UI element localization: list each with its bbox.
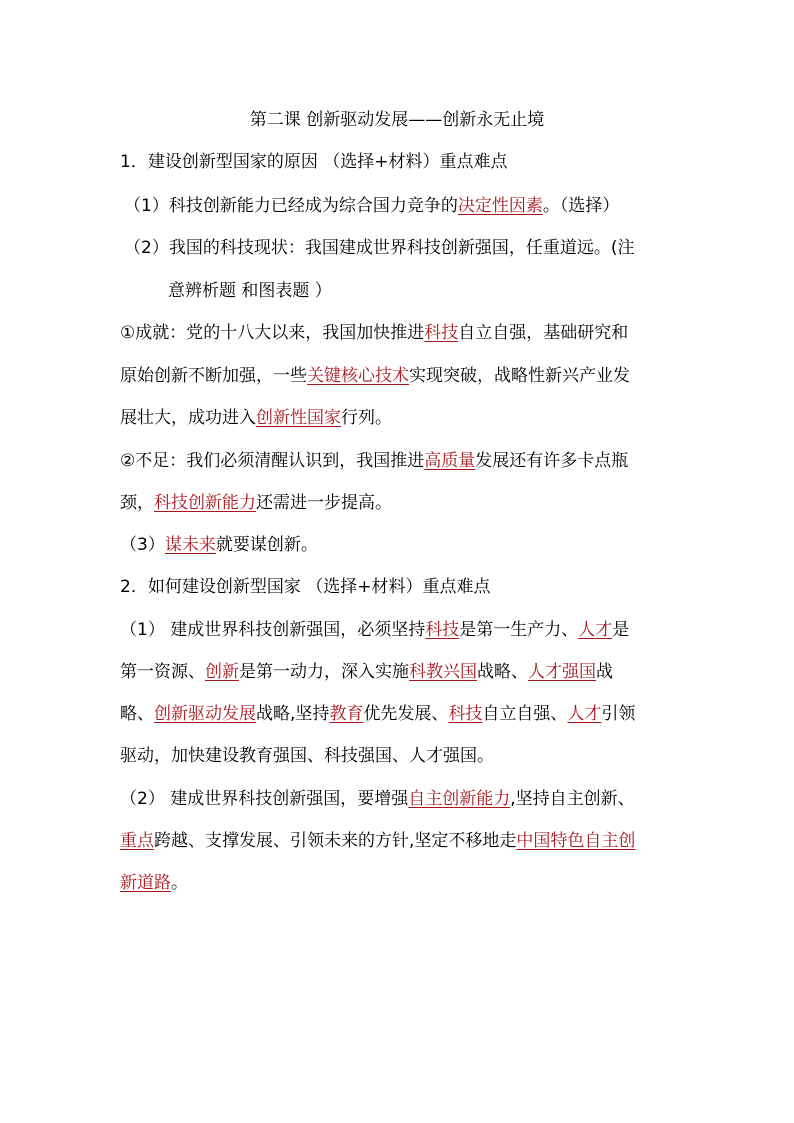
text-segment: 自立自强，基础研究和 <box>458 323 629 343</box>
text-line <box>120 871 188 895</box>
text-segment: 发展还有许多卡点瓶 <box>475 451 629 471</box>
text-segment: 颈， <box>120 493 154 513</box>
highlighted-term: 关键核心技术 <box>307 366 409 386</box>
highlighted-term: 自主创新能力 <box>408 789 511 809</box>
highlighted-term: 重点 <box>120 831 154 851</box>
text-segment: （2） 建成世界科技创新强国，要增强 <box>120 789 409 809</box>
text-segment: 原始创新不断加强，一些 <box>120 366 307 386</box>
text-segment: 引领 <box>601 704 636 724</box>
text-line <box>168 279 332 303</box>
text-line <box>120 533 318 557</box>
text-line <box>120 575 490 599</box>
text-segment: ②不足：我们必须清醒认识到，我国推进 <box>120 451 425 471</box>
text-segment: 是第一动力，深入实施 <box>239 662 409 682</box>
text-line <box>120 321 628 345</box>
text-segment: 就要谋创新。 <box>215 535 318 555</box>
text-segment: ,坚持自主创新、 <box>510 789 635 809</box>
text-segment: 战略、 <box>477 662 528 682</box>
text-line <box>120 491 392 515</box>
text-segment: 跨越、支撑发展、引领未来的方针,坚定不移地走 <box>154 831 517 851</box>
text-line <box>120 618 629 642</box>
text-line <box>120 829 635 853</box>
text-segment: 1．建设创新型国家的原因 （选择+材料）重点难点 <box>120 152 508 172</box>
text-segment: 略、 <box>120 704 154 724</box>
text-line <box>120 150 507 174</box>
text-segment: 还需进一步提高。 <box>256 493 392 513</box>
text-segment: 展壮大，成功进入 <box>120 408 256 428</box>
text-segment: 2．如何建设创新型国家 （选择+材料）重点难点 <box>120 577 491 597</box>
text-segment: ①成就：党的十八大以来，我国加快推进 <box>120 323 425 343</box>
highlighted-term: 创新驱动发展 <box>154 704 256 724</box>
highlighted-term: 中国特色自主创 <box>516 831 636 851</box>
highlighted-term: 科技创新能力 <box>154 493 256 513</box>
highlighted-term: 教育 <box>329 704 364 724</box>
highlighted-term: 人才 <box>578 620 613 640</box>
page-title: 第二课 创新驱动发展——创新永无止境 <box>249 110 545 130</box>
text-segment: 意辨析题 和图表题 ） <box>168 281 332 301</box>
highlighted-term: 创新 <box>205 662 239 682</box>
text-line <box>120 660 613 684</box>
text-segment: 。 <box>171 873 188 893</box>
highlighted-term: 人才强国 <box>528 662 596 682</box>
text-line <box>120 787 635 811</box>
text-segment: 战 <box>596 662 613 682</box>
highlighted-term: 决定性因素 <box>457 196 543 216</box>
highlighted-term: 高质量 <box>424 451 476 471</box>
text-segment: （2）我国的科技现状：我国建成世界科技创新强国，任重道远。(注 <box>124 238 635 258</box>
text-segment: 第一资源、 <box>120 662 205 682</box>
highlighted-term: 科技 <box>448 704 483 724</box>
highlighted-term: 科技 <box>425 620 460 640</box>
text-segment: 是第一生产力、 <box>459 620 579 640</box>
text-segment: 行列。 <box>341 408 392 428</box>
text-segment: 实现突破，战略性新兴产业发 <box>409 366 630 386</box>
text-line <box>124 236 634 260</box>
text-segment: （1）科技创新能力已经成为综合国力竞争的 <box>124 196 458 216</box>
highlighted-term: 新道路 <box>120 873 171 893</box>
text-line <box>120 449 628 473</box>
text-segment: 驱动，加快建设教育强国、科技强国、人才强国。 <box>120 746 494 766</box>
text-segment: 战略,坚持 <box>256 704 330 724</box>
text-segment: 。（选择） <box>542 196 620 216</box>
text-segment: 是 <box>612 620 630 640</box>
text-line <box>120 702 635 726</box>
highlighted-term: 科技 <box>424 323 459 343</box>
text-segment: （3） <box>120 535 165 555</box>
text-segment: 自立自强、 <box>482 704 568 724</box>
text-line <box>120 744 494 768</box>
text-line <box>124 194 619 218</box>
highlighted-term: 科教兴国 <box>409 662 477 682</box>
text-line <box>120 364 630 388</box>
text-segment: （1） 建成世界科技创新强国，必须坚持 <box>120 620 426 640</box>
highlighted-term: 谋未来 <box>164 535 216 555</box>
highlighted-term: 创新性国家 <box>256 408 341 428</box>
highlighted-term: 人才 <box>567 704 602 724</box>
text-line <box>120 406 392 430</box>
text-segment: 优先发展、 <box>363 704 449 724</box>
